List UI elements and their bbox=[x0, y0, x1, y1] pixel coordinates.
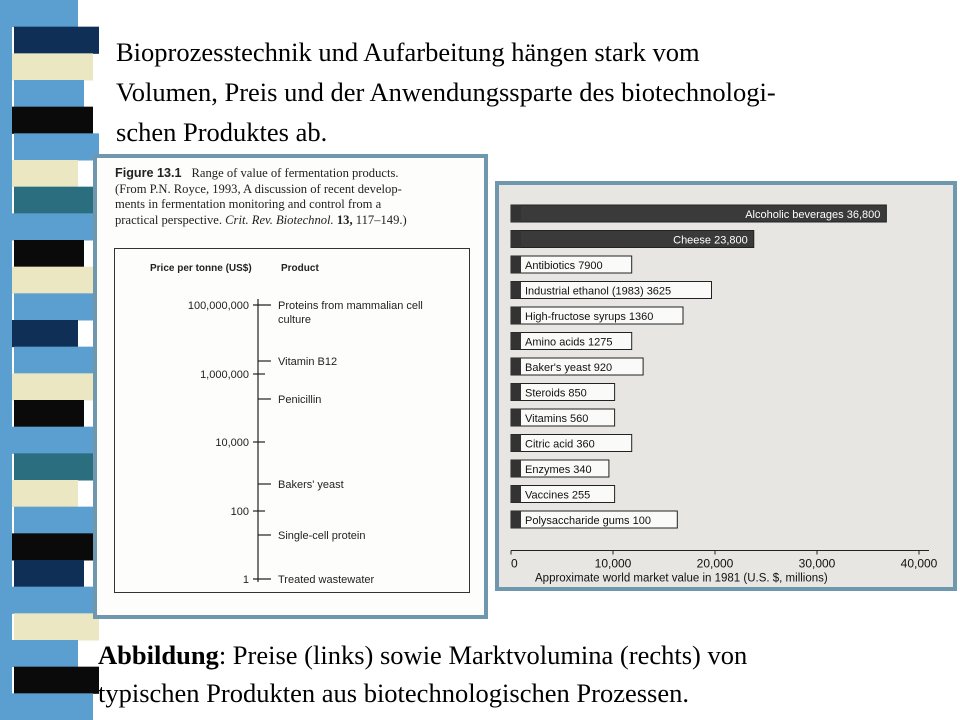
stripe-block bbox=[14, 133, 99, 160]
market-value-chart-panel bbox=[495, 181, 957, 591]
bar-shade bbox=[511, 307, 521, 324]
bar-label: Steroids 850 bbox=[525, 387, 587, 400]
x-tick-label: 0 bbox=[511, 556, 518, 571]
stripe-block bbox=[14, 453, 99, 480]
bar-group bbox=[511, 409, 615, 426]
bar-group bbox=[511, 435, 632, 452]
heading-line-1: Bioprozesstechnik und Aufarbeitung hängen stark vom bbox=[116, 37, 700, 67]
stripe-block bbox=[8, 0, 78, 27]
product-label: Bakers' yeast bbox=[278, 479, 344, 491]
bar-group bbox=[511, 460, 609, 477]
bar-label: Antibiotics 7900 bbox=[525, 260, 603, 272]
stripe-block bbox=[14, 613, 99, 640]
bar-label: Enzymes 340 bbox=[525, 464, 592, 476]
bar-group bbox=[511, 205, 886, 222]
stripe-block bbox=[8, 693, 93, 720]
bar-shade bbox=[511, 460, 521, 477]
stripe-block bbox=[14, 27, 99, 54]
bar-group bbox=[511, 486, 615, 503]
product-label: Single-cell protein bbox=[278, 530, 366, 542]
bar-group bbox=[511, 282, 712, 299]
caption-line-3: ments in fermentation monitoring and control from a bbox=[115, 197, 382, 211]
stripe-block bbox=[8, 320, 78, 347]
product-label: Vitamin B12 bbox=[278, 356, 338, 368]
bar-label: Amino acids 1275 bbox=[525, 336, 613, 349]
bar-label: Alcoholic beverages 36,800 bbox=[745, 209, 881, 221]
stripe-block bbox=[14, 347, 99, 374]
heading-line-3: schen Produktes ab. bbox=[116, 117, 328, 147]
x-tick-label: 40,000 bbox=[900, 556, 938, 571]
stripe-block bbox=[14, 293, 99, 320]
caption-pages: 117–149.) bbox=[355, 212, 407, 227]
bar-shade bbox=[511, 333, 521, 350]
stripe-block bbox=[14, 80, 84, 107]
stripe-block bbox=[14, 240, 84, 267]
stripe-block bbox=[14, 400, 84, 427]
bar-shade bbox=[511, 511, 521, 528]
stripe-block bbox=[8, 267, 93, 294]
bar-label: Baker's yeast 920 bbox=[525, 362, 613, 374]
bar-shade bbox=[511, 384, 521, 401]
bar-shade bbox=[511, 205, 521, 222]
slide-caption bbox=[98, 636, 948, 712]
figure-number: Figure 13.1 bbox=[115, 166, 182, 180]
bar-group bbox=[511, 231, 754, 248]
tick-label: 100,000,000 bbox=[187, 300, 249, 312]
bar-label: Citric acid 360 bbox=[525, 438, 595, 451]
bar-shade bbox=[511, 409, 521, 426]
product-label: Penicillin bbox=[278, 394, 322, 406]
price-column-header: Price per tonne (US$) bbox=[150, 263, 252, 274]
stripe-block bbox=[8, 160, 78, 187]
stripe-block bbox=[8, 53, 93, 80]
bar-shade bbox=[511, 358, 521, 375]
bar-shade bbox=[511, 435, 521, 452]
stripe-block bbox=[14, 667, 99, 694]
x-axis-title: Approximate world market value in 1981 (U.S. $, millions) bbox=[535, 572, 828, 585]
stripe-block bbox=[8, 427, 93, 454]
bar-shade bbox=[511, 486, 521, 503]
bar-group bbox=[511, 511, 677, 528]
product-column-header: Product bbox=[281, 263, 319, 274]
bar-group bbox=[511, 307, 683, 324]
caption-line-2: typischen Produkten aus biotechnologischen Prozessen. bbox=[98, 678, 689, 708]
stripe-edge bbox=[0, 0, 12, 720]
bar-label: Cheese 23,800 bbox=[673, 234, 748, 247]
caption-journal: Crit. Rev. Biotechnol. bbox=[225, 212, 334, 227]
price-scale-box bbox=[114, 248, 470, 593]
heading-line-2: Volumen, Preis und der Anwendungssparte des biotechnologi- bbox=[116, 77, 776, 107]
stripe-block bbox=[8, 587, 93, 614]
caption-line-1: Range of value of fermentation products. bbox=[191, 166, 399, 180]
bar-label: Industrial ethanol (1983) 3625 bbox=[525, 285, 672, 298]
caption-line-1-rest: : Preise (links) sowie Marktvolumina (rechts) von bbox=[218, 640, 748, 670]
slide-heading bbox=[116, 32, 936, 152]
bar-label: Polysaccharide gums 100 bbox=[525, 515, 651, 527]
stripe-block bbox=[14, 560, 84, 587]
bar-label: High-fructose syrups 1360 bbox=[525, 311, 654, 323]
bar-shade bbox=[511, 256, 521, 273]
price-scale-graphic bbox=[115, 249, 469, 592]
bar-shade bbox=[511, 231, 521, 248]
bar-group bbox=[511, 358, 643, 375]
product-label: culture bbox=[278, 314, 312, 326]
bar-group bbox=[511, 256, 632, 273]
stripe-block bbox=[14, 507, 99, 534]
caption-line-2: (From P.N. Royce, 1993, A discussion of recent develop- bbox=[115, 181, 402, 196]
bar-group bbox=[511, 333, 632, 350]
caption-volume: 13, bbox=[336, 212, 353, 227]
tick-label: 1,000,000 bbox=[200, 369, 249, 381]
bar-shade bbox=[511, 282, 521, 299]
stripe-block bbox=[8, 480, 78, 507]
stripe-block bbox=[14, 187, 99, 214]
caption-label-bold: Abbildung bbox=[98, 640, 219, 670]
product-label: Proteins from mammalian cell bbox=[278, 300, 423, 312]
price-figure-panel bbox=[93, 154, 488, 619]
x-tick-label: 20,000 bbox=[696, 556, 734, 571]
tick-label: 100 bbox=[230, 506, 249, 518]
bar-label: Vitamins 560 bbox=[525, 413, 589, 425]
tick-label: 1 bbox=[242, 574, 249, 586]
tick-label: 10,000 bbox=[215, 437, 249, 449]
stripe-block bbox=[8, 533, 93, 560]
product-label: Treated wastewater bbox=[278, 574, 375, 586]
stripe-block bbox=[8, 107, 93, 134]
caption-line-4: practical perspective. bbox=[115, 212, 222, 227]
x-tick-label: 30,000 bbox=[798, 556, 836, 571]
x-tick-label: 10,000 bbox=[594, 556, 632, 571]
figure-caption bbox=[115, 166, 475, 228]
market-value-bar-chart bbox=[499, 185, 953, 587]
bar-label: Vaccines 255 bbox=[525, 489, 591, 502]
stripe-block bbox=[8, 373, 93, 400]
bar-group bbox=[511, 384, 615, 401]
stripe-block bbox=[8, 640, 78, 667]
stripe-block bbox=[8, 213, 93, 240]
